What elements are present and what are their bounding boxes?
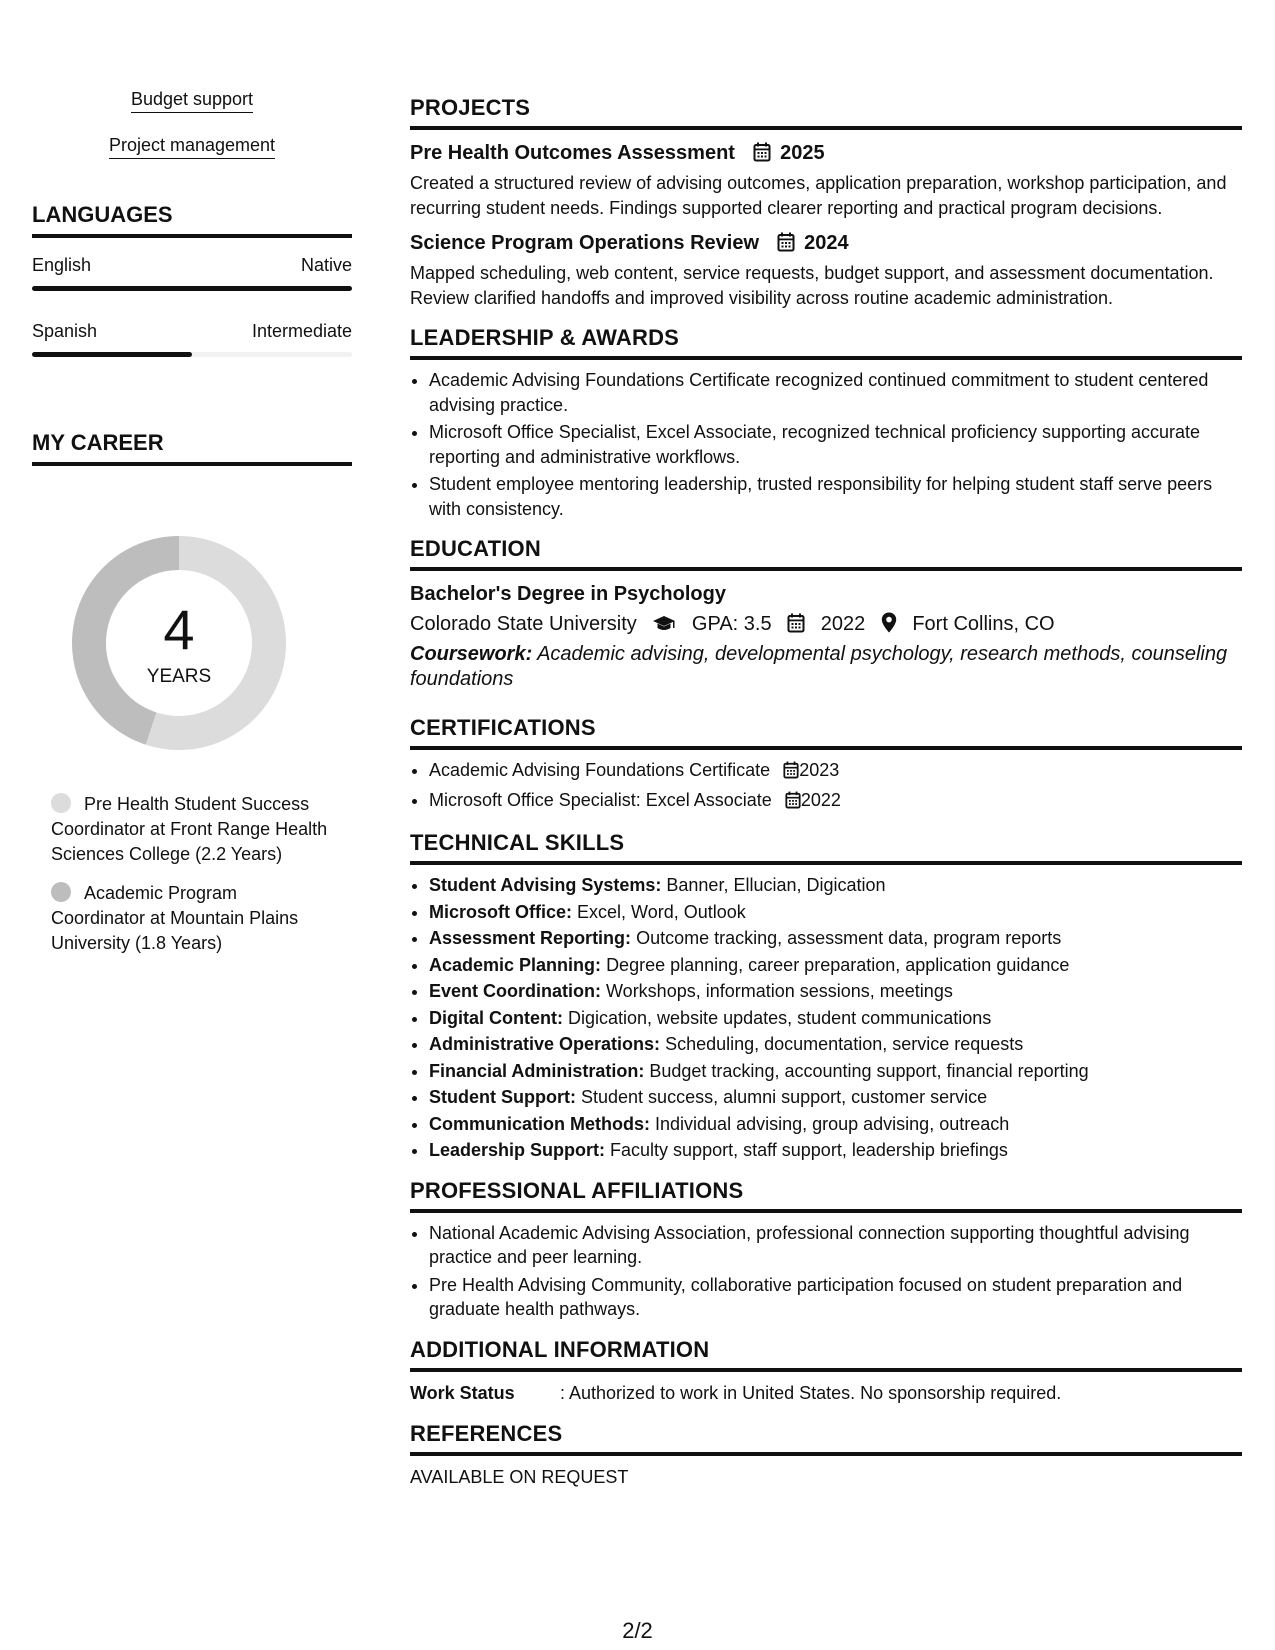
skill-label: Assessment Reporting: [429,928,632,948]
affiliations-section [410,1177,1242,1322]
language-level: Native [300,255,352,275]
language-name: English [32,255,92,275]
projects-section [410,94,1242,310]
skill-value: Individual advising, group advising, outreach [655,1113,1010,1134]
skill-value: Digication, website updates, student communications [568,1007,992,1028]
work-status-value: : Authorized to work in United States. No sponsorship required. [560,1382,1062,1403]
list-item: • Pre Health Advising Community, collaborative participation focused on student preparation and graduate health pathways. [429,1273,1242,1322]
project-description: Created a structured review of advising outcomes, application preparation, workshop participation, and recurring student needs. Findings supported clearer reporting and practical program decisions. [410,173,1227,218]
career-item-text: Pre Health Student Success Coordinator at Front Range Health Sciences College (2.2 Years) [51,794,328,864]
skill-value: Budget tracking, accounting support, financial reporting [649,1060,1089,1081]
additional-info-section [410,1336,1242,1406]
education-location: Fort Collins, CO [912,613,1055,635]
skill-label: Leadership Support: [429,1140,606,1160]
skill-tag: Project management [109,134,275,159]
project-name: Pre Health Outcomes Assessment [410,142,735,164]
career-item [51,881,336,956]
skill-label: Student Advising Systems: [429,875,662,895]
list-item [429,1032,1242,1057]
education-meta [410,609,1242,642]
career-years-number: 4 [163,598,195,661]
skill-value: Excel, Word, Outlook [577,901,746,922]
skill-value: Faculty support, staff support, leadership briefings [610,1140,1008,1160]
list-item [429,1059,1242,1084]
career-item-text: Academic Program Coordinator at Mountain Plains University (1.8 Years) [51,883,299,953]
certification-year: 2023 [799,760,840,780]
calendar-icon [783,761,799,786]
affiliations-list [410,1221,1242,1322]
project-title-row [410,138,1242,171]
career-list [51,792,336,970]
technical-skills-heading: TECHNICAL SKILLS [410,829,1242,865]
list-item [429,788,1242,816]
leadership-section [410,324,1242,521]
language-name: Spanish [32,321,98,341]
coursework-label: Coursework: [410,643,533,665]
coursework-text: Academic advising, developmental psychology, research methods, counseling foundations [410,643,1228,690]
skill-value: Workshops, information sessions, meetings [606,981,953,1001]
work-status-label: Work Status [410,1382,515,1403]
affiliations-heading: PROFESSIONAL AFFILIATIONS [410,1177,1242,1213]
leadership-heading: LEADERSHIP & AWARDS [410,324,1242,360]
project-year: 2024 [804,232,849,254]
certification-name: Microsoft Office Specialist: Excel Associate [429,789,772,810]
location-pin-icon [881,612,897,642]
list-item [429,1006,1242,1031]
project-name: Science Program Operations Review [410,232,760,254]
certifications-heading: CERTIFICATIONS [410,714,1242,750]
work-status-row [410,1380,1242,1406]
education-section [410,535,1242,692]
career-dot [51,882,71,902]
certification-name: Academic Advising Foundations Certificate [429,760,771,780]
language-proficiency-bar [32,286,352,291]
list-item [429,979,1242,1004]
graduation-cap-icon [652,612,676,642]
calendar-icon [777,231,795,261]
project-year: 2025 [780,142,825,164]
list-item [429,1112,1242,1137]
page-number: 2/2 [622,1618,653,1643]
additional-info-heading: ADDITIONAL INFORMATION [410,1336,1242,1372]
list-item [429,1138,1242,1163]
references-section [410,1420,1242,1490]
technical-skills-section [410,829,1242,1163]
references-text: AVAILABLE ON REQUEST [410,1466,629,1487]
career-dot [51,793,71,813]
skill-value: Degree planning, career preparation, application guidance [606,954,1070,975]
language-level: Intermediate [251,321,352,341]
list-item: • Academic Advising Foundations Certificate recognized continued commitment to student centered advising practice. [429,368,1242,417]
projects-heading: PROJECTS [410,94,1242,130]
calendar-icon [787,612,805,642]
certification-year: 2022 [800,789,841,810]
language-proficiency-fill [32,352,192,357]
languages-heading: LANGUAGES [32,202,352,238]
calendar-icon [753,141,771,171]
career-item [51,792,336,867]
skill-tags [32,88,352,180]
list-item: • Microsoft Office Specialist, Excel Associate, recognized technical proficiency supporting accurate reporting and administrative workflows. [429,420,1242,469]
list-item [429,900,1242,925]
references-heading: REFERENCES [410,1420,1242,1456]
education-gpa: GPA: 3.5 [691,613,772,635]
skill-value: Student success, alumni support, customer service [581,1087,988,1107]
career-heading: MY CAREER [32,430,352,466]
leadership-list [410,368,1242,521]
technical-skills-list [410,873,1242,1163]
career-donut-chart [66,530,292,756]
education-degree: Bachelor's Degree in Psychology [410,583,726,605]
education-year: 2022 [820,613,866,635]
education-heading: EDUCATION [410,535,1242,571]
certifications-section [410,714,1242,815]
list-item [429,758,1242,786]
language-proficiency-fill [32,286,352,291]
education-school: Colorado State University [410,613,637,635]
project-description: Mapped scheduling, web content, service requests, budget support, and assessment documentation. Review clarified handoffs and improved visibility across routine academic administration. [410,263,1214,308]
language-proficiency-bar [32,352,352,357]
skill-label: Academic Planning: [429,954,602,975]
list-item [429,953,1242,978]
list-item: • Student employee mentoring leadership, trusted responsibility for helping student staff serve peers with consistency. [429,472,1242,521]
skill-label: Administrative Operations: [429,1034,661,1054]
right-column [410,94,1242,1504]
career-years-label: YEARS [146,666,212,687]
project-title-row [410,228,1242,261]
certifications-list [410,758,1242,815]
skill-label: Microsoft Office: [429,901,573,922]
skill-label: Financial Administration: [429,1060,645,1081]
skill-label: Event Coordination: [429,981,601,1001]
calendar-icon [785,791,801,816]
skill-value: Outcome tracking, assessment data, program reports [636,928,1062,948]
skill-label: Student Support: [429,1087,576,1107]
list-item: • National Academic Advising Association, professional connection supporting thoughtful advising practice and peer learning. [429,1221,1242,1270]
skill-label: Digital Content: [429,1007,563,1028]
education-coursework [410,642,1242,692]
skill-value: Scheduling, documentation, service requests [665,1034,1024,1054]
skill-tag: Budget support [131,88,253,113]
skill-label: Communication Methods: [429,1113,650,1134]
list-item [429,926,1242,951]
list-item [429,873,1242,898]
list-item [429,1085,1242,1110]
skill-value: Banner, Ellucian, Digication [666,875,886,895]
